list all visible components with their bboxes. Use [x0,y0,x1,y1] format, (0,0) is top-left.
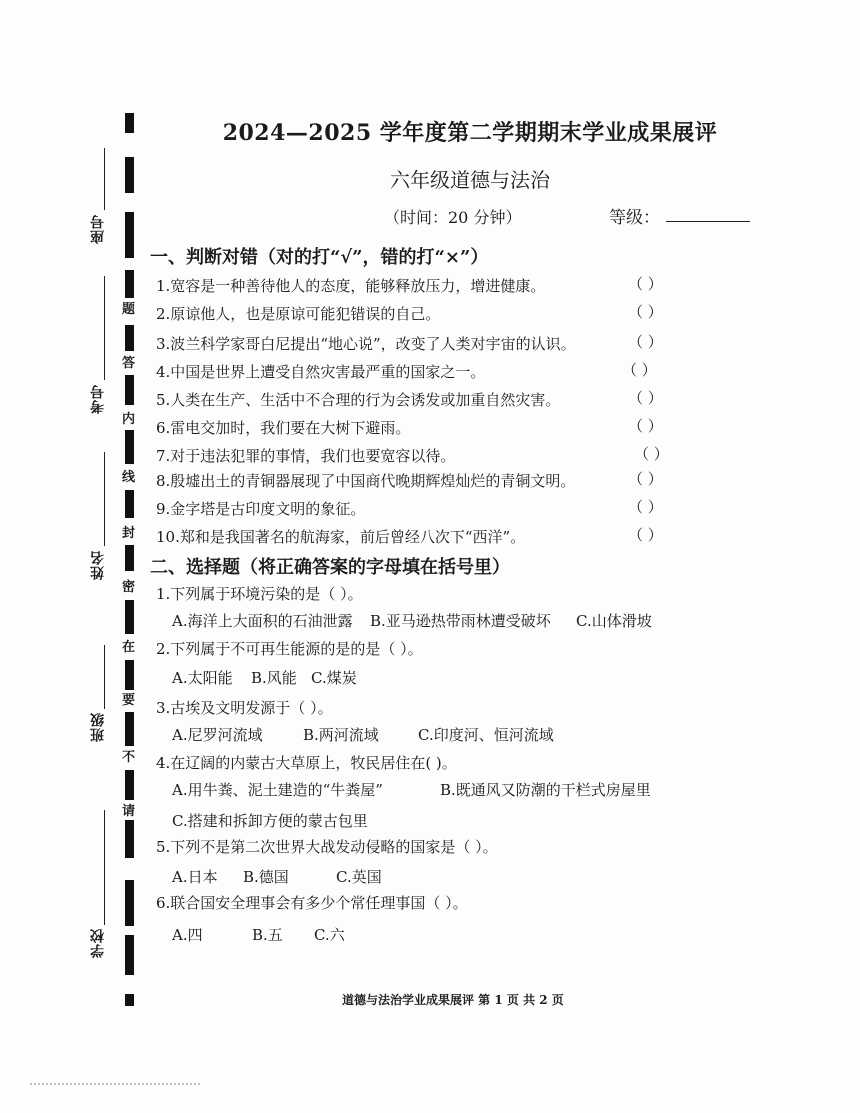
answer-parens[interactable]: （ ） [628,417,663,435]
seat-number-line[interactable] [104,148,105,210]
binding-margin [0,0,150,1113]
seal-bar [125,157,134,193]
seal-char: 在 [122,640,136,655]
seal-bar [125,490,134,518]
answer-parens[interactable]: （ ） [628,275,663,293]
answer-parens[interactable]: （ ） [628,526,663,544]
mc-option[interactable]: C.印度河、恒河流域 [418,726,554,744]
section-title: 二、选择题（将正确答案的字母填在括号里） [150,557,510,578]
seal-char: 答 [122,356,136,371]
tf-question: 1.宽容是一种善待他人的态度，能够释放压力，增进健康。 [156,277,546,295]
mc-option[interactable]: B.五 [252,926,283,944]
seal-char: 题 [122,302,136,317]
seal-char: 要 [122,693,136,708]
mc-option[interactable]: A.日本 [172,868,218,886]
answer-parens[interactable]: （ ） [628,389,663,407]
class-label: 班级 [90,712,106,742]
mc-option[interactable]: A.四 [172,926,203,944]
mc-option[interactable]: B.德国 [243,868,289,886]
school-line[interactable] [104,810,105,925]
tf-question: 8.殷墟出土的青铜器展现了中国商代晚期辉煌灿烂的青铜文明。 [156,472,576,490]
mc-option[interactable]: C.六 [314,926,345,944]
seat-number-label: 座号 [90,214,106,244]
school-label: 学校 [90,928,106,958]
exam-number-label: 考号 [90,384,106,414]
mc-question: 4.在辽阔的内蒙古大草原上，牧民居住在( )。 [156,754,457,772]
seal-bar [125,660,134,690]
exam-number-line[interactable] [104,276,105,380]
tf-question: 10.郑和是我国著名的航海家，前后曾经八次下“西洋”。 [156,528,526,546]
mc-question: 3.古埃及文明发源于（ ）。 [156,699,333,717]
tf-question: 7.对于违法犯罪的事情，我们也要宽容以待。 [156,447,456,465]
answer-parens[interactable]: （ ） [634,445,669,463]
grade-label: 等级： [609,208,660,228]
mc-option[interactable]: A.太阳能 [172,669,233,687]
grade-field[interactable] [666,221,750,222]
answer-parens[interactable]: （ ） [628,303,663,321]
seal-char: 封 [122,526,136,541]
scan-specks [30,1083,200,1087]
seal-char: 线 [122,470,136,485]
mc-option[interactable]: B.风能 [251,669,297,687]
seal-char: 不 [122,750,136,765]
tf-question: 4.中国是世界上遭受自然灾害最严重的国家之一。 [156,363,486,381]
name-line[interactable] [104,452,105,546]
mc-option[interactable]: B.两河流域 [303,726,379,744]
seal-bar [125,325,134,351]
seal-char: 密 [122,580,136,595]
mc-option[interactable]: C.英国 [336,868,382,886]
tf-question: 5.人类在生产、生活中不合理的行为会诱发或加重自然灾害。 [156,391,561,409]
seal-char: 内 [122,412,136,427]
section-title: 一、判断对错（对的打“√”，错的打“×”） [150,247,489,268]
name-label: 姓名 [90,550,106,580]
seal-bar [125,375,134,405]
seal-bar [125,880,134,926]
seal-bar [125,994,134,1006]
seal-bar [125,935,134,975]
tf-question: 9.金字塔是古印度文明的象征。 [156,500,366,518]
seal-bar [125,270,134,298]
seal-bar [125,820,134,858]
mc-option[interactable]: C.山体滑坡 [576,612,652,630]
class-line[interactable] [104,645,105,709]
mc-option[interactable]: A.用牛粪、泥土建造的“牛粪屋” [172,781,383,799]
exam-subtitle: 六年级道德与法治 [390,168,550,192]
answer-parens[interactable]: （ ） [628,498,663,516]
seal-bar [125,712,134,746]
mc-option[interactable]: B.亚马逊热带雨林遭受破坏 [370,612,551,630]
tf-question: 2.原谅他人，也是原谅可能犯错误的自己。 [156,305,441,323]
seal-bar [125,770,134,800]
answer-parens[interactable]: （ ） [628,333,663,351]
answer-parens[interactable]: （ ） [628,470,663,488]
mc-option[interactable]: C.搭建和拆卸方便的蒙古包里 [172,812,368,830]
seal-bar [125,545,134,571]
mc-option[interactable]: A.海洋上大面积的石油泄露 [172,612,353,630]
seal-bar [125,600,134,634]
mc-question: 2.下列属于不可再生能源的是的是（ ）。 [156,640,423,658]
time-limit: （时间：20 分钟） [384,208,522,227]
seal-bar [125,430,134,464]
mc-option[interactable]: A.尼罗河流域 [172,726,263,744]
seal-bar [125,113,134,133]
mc-question: 1.下列属于环境污染的是（ ）。 [156,585,363,603]
answer-parens[interactable]: （ ） [622,361,657,379]
mc-option[interactable]: B.既通风又防潮的干栏式房屋里 [440,781,651,799]
tf-question: 3.波兰科学家哥白尼提出“地心说”，改变了人类对宇宙的认识。 [156,335,576,353]
tf-question: 6.雷电交加时，我们要在大树下避雨。 [156,419,411,437]
mc-option[interactable]: C.煤炭 [311,669,357,687]
page-footer: 道德与法治学业成果展评 第 1 页 共 2 页 [342,993,564,1007]
mc-question: 6.联合国安全理事会有多少个常任理事国（ ）。 [156,894,468,912]
seal-bar [125,212,134,258]
seal-char: 请 [122,804,136,819]
exam-title: 2024—2025 学年度第二学期期末学业成果展评 [222,120,718,146]
mc-question: 5.下列不是第二次世界大战发动侵略的国家是（ ）。 [156,838,498,856]
